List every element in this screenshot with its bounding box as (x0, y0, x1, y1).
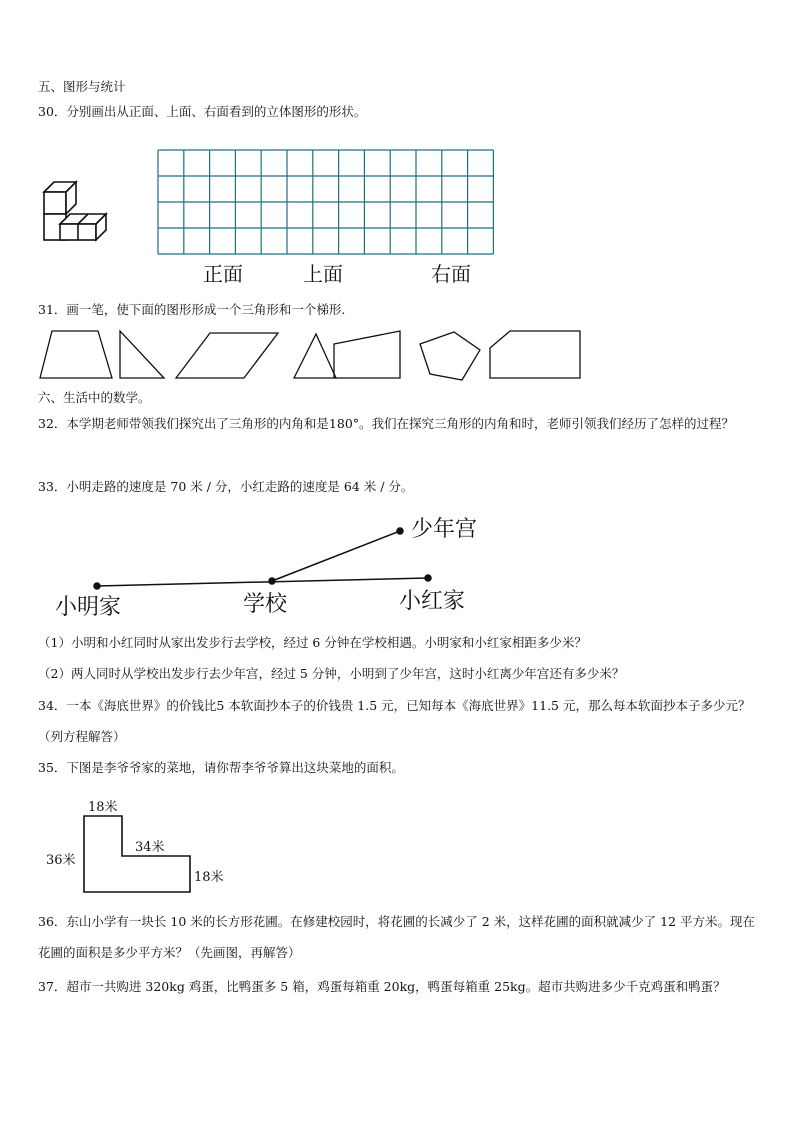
question-36-text: 36．东山小学有一块长 10 米的长方形花圃。在修建校园时，将花圃的长减少了 2 米，这样花圃的面积就减少了 12 平方米。现在花圃的面积是多少平方米？（先画图，再解答） (38, 914, 756, 960)
place-label-palace: 少年宫 (411, 517, 478, 542)
cube-stack-figure (40, 178, 112, 248)
question-34-text: 34．一本《海底世界》的价钱比5 本软面抄本子的价钱贵 1.5 元，已知每本《海底世界》11.5 元，那么每本软面抄本子多少元？（列方程解答） (38, 698, 751, 744)
trapezoid-shape (40, 331, 112, 378)
dim-label-middle: 34米 (135, 840, 165, 855)
question-37-text: 37．超市一共购进 320kg 鸡蛋，比鸭蛋多 5 箱，鸡蛋每箱重 20kg，鸭蛋每箱重 25kg。超市共购进多少千克鸡蛋和鸭蛋？ (38, 979, 726, 994)
pentagon-shape (420, 332, 480, 380)
dim-label-right: 18米 (194, 870, 224, 885)
place-label-xiaohong: 小红家 (399, 589, 466, 614)
question-35-text: 35．下图是李爷爷家的菜地，请你帮李爷爷算出这块菜地的面积。 (38, 760, 404, 775)
drawing-grid[interactable] (157, 149, 494, 255)
quadrilateral-shape (334, 331, 400, 378)
parallelogram-shape (176, 333, 278, 378)
question-32-text: 32．本学期老师带领我们探究出了三角形的内角和是180°。我们在探究三角形的内角和时，老师引领我们经历了怎样的过程？ (38, 416, 735, 431)
section-heading-6: 六、生活中的数学。 (38, 390, 151, 405)
place-label-school: 学校 (243, 592, 288, 617)
right-triangle-shape (120, 331, 164, 378)
section-heading-5: 五、图形与统计 (38, 79, 126, 94)
question-30-text: 30．分别画出从正面、上面、右面看到的立体图形的形状。 (38, 104, 367, 119)
view-label-top: 上面 (303, 262, 343, 286)
view-label-front: 正面 (203, 262, 243, 286)
view-label-right: 右面 (431, 262, 471, 286)
pentagon-card-shape (490, 331, 580, 378)
question-33-text: 33．小明走路的速度是 70 米 / 分，小红走路的速度是 64 米 / 分。 (38, 479, 414, 494)
place-label-xiaoming: 小明家 (55, 595, 122, 620)
vegetable-plot-figure (82, 814, 202, 896)
triangle-shape (294, 334, 336, 378)
question-33-sub1: （1）小明和小红同时从家出发步行去学校，经过 6 分钟在学校相遇。小明家和小红家相距多少米？ (38, 635, 587, 650)
question-31-text: 31．画一笔，使下面的图形形成一个三角形和一个梯形. (38, 302, 346, 317)
shapes-row (38, 326, 588, 384)
dim-label-top: 18米 (88, 800, 118, 815)
dim-label-left: 36米 (46, 853, 76, 868)
question-33-sub2: （2）两人同时从学校出发步行去少年宫，经过 5 分钟，小明到了少年宫，这时小红离少年宫还有多少米？ (38, 666, 625, 681)
